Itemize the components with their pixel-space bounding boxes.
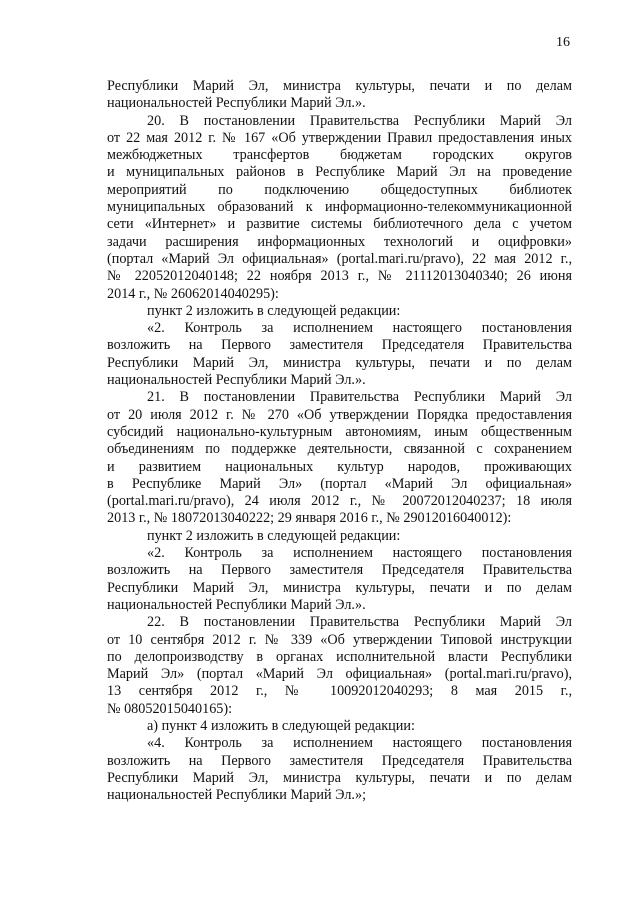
text-line: возложить на Первого заместителя Председателя Правительства <box>107 562 572 579</box>
text-line: «2. Контроль за исполнением настоящего постановления <box>147 545 572 562</box>
text-line: № 22052012040148; 22 ноября 2013 г., № 21112013040340; 26 июня <box>107 268 572 285</box>
text-line: от 22 мая 2012 г. № 167 «Об утверждении Правил предоставления иных <box>107 129 572 146</box>
text-line: и муниципальных районов в Республике Марий Эл на проведение <box>107 164 572 181</box>
text-line: Республики Марий Эл, министра культуры, печати и по делам <box>107 579 572 596</box>
text-line: возложить на Первого заместителя Председателя Правительства <box>107 752 572 769</box>
text-line: (portal.mari.ru/pravo), 24 июля 2012 г., № 20072012040237; 18 июля <box>107 493 572 510</box>
paragraph <box>107 735 572 804</box>
paragraph <box>107 78 572 113</box>
text-line: Республики Марий Эл, министра культуры, печати и по делам <box>107 354 572 371</box>
text-line: национальностей Республики Марий Эл.»; <box>107 787 367 804</box>
text-line: субсидий национально-культурным автономиям, иным общественным <box>107 423 572 440</box>
text-line: 20. В постановлении Правительства Республики Марий Эл <box>147 112 572 129</box>
paragraph <box>107 718 572 735</box>
text-line: муниципальных образований к информационно-телекоммуникационной <box>107 199 572 216</box>
paragraph <box>107 528 572 545</box>
text-line: по делопроизводству в органах исполнительной власти Республики <box>107 648 572 665</box>
text-line: национальностей Республики Марий Эл.». <box>107 95 366 112</box>
text-line: пункт 2 изложить в следующей редакции: <box>147 527 401 544</box>
document-body <box>107 78 572 804</box>
text-line: от 10 сентября 2012 г. № 339 «Об утверждении Типовой инструкции <box>107 631 572 648</box>
text-line: а) пункт 4 изложить в следующей редакции: <box>147 717 415 734</box>
text-line: 21. В постановлении Правительства Республики Марий Эл <box>147 389 572 406</box>
text-line: (портал «Марий Эл официальная» (portal.mari.ru/pravo), 22 мая 2012 г., <box>107 250 572 267</box>
text-line: национальностей Республики Марий Эл.». <box>107 596 366 613</box>
text-line: от 20 июля 2012 г. № 270 «Об утверждении Порядка предоставления <box>107 406 572 423</box>
text-line: мероприятий по подключению общедоступных библиотек <box>107 181 572 198</box>
paragraph <box>107 320 572 389</box>
text-line: Республики Марий Эл, министра культуры, печати и по делам <box>107 769 572 786</box>
paragraph <box>107 113 572 303</box>
text-line: № 08052015040165): <box>107 700 233 717</box>
page-number: 16 <box>556 35 570 50</box>
text-line: сети «Интернет» и развитие системы библиотечного дела с учетом <box>107 216 572 233</box>
text-line: 2013 г., № 18072013040222; 29 января 2016 г., № 29012016040012): <box>107 510 512 527</box>
text-line: объединениям по поддержке деятельности, связанной с сохранением <box>107 441 572 458</box>
text-line: возложить на Первого заместителя Председателя Правительства <box>107 337 572 354</box>
text-line: 13 сентября 2012 г., № 10092012040293; 8 мая 2015 г., <box>107 683 572 700</box>
paragraph <box>107 389 572 527</box>
text-line: 22. В постановлении Правительства Республики Марий Эл <box>147 614 572 631</box>
paragraph <box>107 303 572 320</box>
text-line: Республики Марий Эл, министра культуры, печати и по делам <box>107 78 572 94</box>
text-line: межбюджетных трансфертов бюджетам городских округов <box>107 147 572 164</box>
text-line: пункт 2 изложить в следующей редакции: <box>147 302 401 319</box>
text-line: задачи расширения информационных технологий и оцифровки» <box>107 233 572 250</box>
text-line: «4. Контроль за исполнением настоящего постановления <box>147 735 572 752</box>
paragraph <box>107 614 572 718</box>
text-line: национальностей Республики Марий Эл.». <box>107 372 366 389</box>
text-line: и развитием национальных культур народов, проживающих <box>107 458 572 475</box>
text-line: 2014 г., № 26062014040295): <box>107 285 279 302</box>
text-line: Марий Эл» (портал «Марий Эл официальная» (portal.mari.ru/pravo), <box>107 666 572 683</box>
text-line: в Республике Марий Эл» (портал «Марий Эл официальная» <box>107 475 572 492</box>
paragraph <box>107 545 572 614</box>
text-line: «2. Контроль за исполнением настоящего постановления <box>147 320 572 337</box>
